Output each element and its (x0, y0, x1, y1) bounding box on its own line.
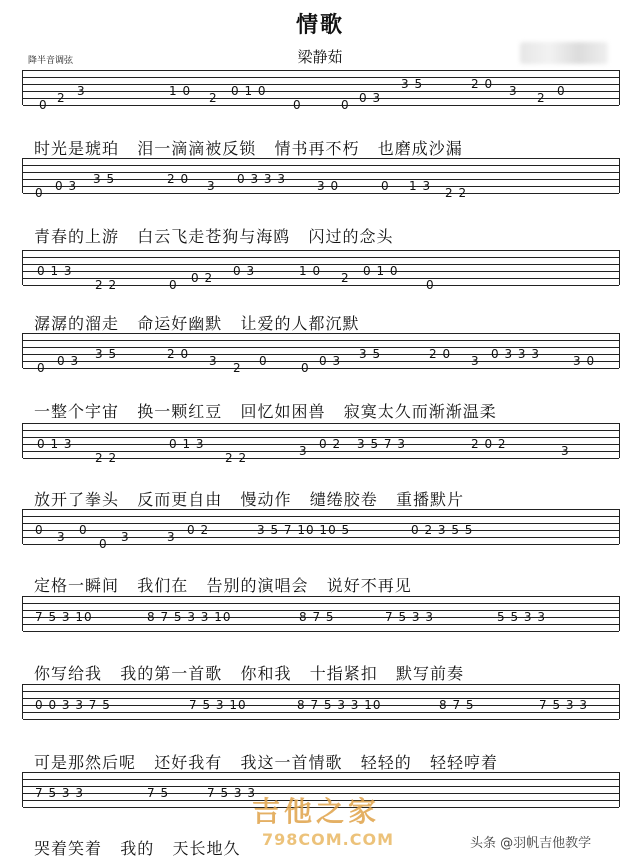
tab-fret-number: 0 (37, 361, 46, 375)
tab-fret-number: 0 3 (57, 354, 80, 368)
tab-fret-number: 2 0 (429, 347, 452, 361)
tab-fret-number: 0 (341, 98, 350, 112)
tab-fret-number: 7 5 3 3 (385, 610, 434, 624)
tab-fret-number: 8 7 5 (299, 610, 335, 624)
tab-fret-number: 8 7 5 3 3 10 (147, 610, 232, 624)
tab-fret-number: 0 3 3 3 (237, 172, 286, 186)
lyric-line: 一整个宇宙 换一颗红豆 回忆如困兽 寂寞太久而渐渐温柔 (34, 402, 497, 421)
string-line (23, 603, 619, 604)
tab-fret-number: 3 (167, 530, 176, 544)
string-line (23, 257, 619, 258)
tab-fret-number: 0 1 3 (37, 437, 73, 451)
tab-staff (22, 70, 620, 112)
tab-fret-number: 0 (39, 98, 48, 112)
tab-fret-number: 0 3 (233, 264, 256, 278)
lyric-line: 哭着笑着 我的 天长地久 (34, 839, 241, 858)
tab-fret-number: 2 (209, 91, 218, 105)
tab-fret-number: 7 5 3 10 (189, 698, 247, 712)
string-line (23, 91, 619, 92)
tab-fret-number: 7 5 3 3 (539, 698, 588, 712)
tab-fret-number: 7 5 3 3 (207, 786, 256, 800)
tab-fret-number: 3 0 (317, 179, 340, 193)
tab-fret-number: 3 5 (401, 77, 424, 91)
tab-fret-number: 0 3 3 3 (491, 347, 540, 361)
string-line (23, 684, 619, 685)
tab-fret-number: 0 (259, 354, 268, 368)
string-line (23, 430, 619, 431)
string-line (23, 423, 619, 424)
string-line (23, 340, 619, 341)
tab-fret-number: 1 0 (299, 264, 322, 278)
tab-fret-number: 7 5 (147, 786, 170, 800)
blurred-logo (520, 42, 608, 64)
tab-fret-number: 2 (537, 91, 546, 105)
string-line (23, 77, 619, 78)
string-line (23, 516, 619, 517)
tab-fret-number: 2 2 (95, 278, 118, 292)
tab-fret-number: 0 1 0 (231, 84, 267, 98)
tab-fret-number: 1 0 (169, 84, 192, 98)
tab-fret-number: 3 (299, 444, 308, 458)
tab-fret-number: 3 5 (93, 172, 116, 186)
string-line (23, 250, 619, 251)
song-title: 情歌 (295, 13, 344, 38)
string-line (23, 368, 619, 369)
tab-fret-number: 3 5 7 10 10 5 (257, 523, 351, 537)
tab-fret-number: 0 (169, 278, 178, 292)
tab-staff (22, 684, 620, 719)
string-line (23, 719, 619, 720)
watermark-logo: 吉他之家 (252, 795, 381, 828)
tab-fret-number: 3 (561, 444, 570, 458)
tab-fret-number: 2 0 (471, 77, 494, 91)
tab-fret-number: 3 5 (95, 347, 118, 361)
string-line (23, 624, 619, 625)
tab-fret-number: 8 7 5 (439, 698, 475, 712)
tab-fret-number: 3 (471, 354, 480, 368)
lyric-line: 可是那然后呢 还好我有 我这一首情歌 轻轻的 轻轻哼着 (34, 753, 499, 772)
tab-fret-number: 0 3 (319, 354, 342, 368)
tab-fret-number: 2 0 2 (471, 437, 507, 451)
tab-fret-number: 5 5 3 3 (497, 610, 546, 624)
string-line (23, 537, 619, 538)
tab-fret-number: 0 (301, 361, 310, 375)
tab-staff (22, 423, 620, 465)
tab-fret-number: 1 3 (409, 179, 432, 193)
lyric-line: 定格一瞬间 我们在 告别的演唱会 说好不再见 (34, 576, 412, 595)
tab-fret-number: 0 0 3 3 7 5 (35, 698, 111, 712)
lyric-line: 青春的上游 白云飞走苍狗与海鸥 闪过的念头 (34, 227, 394, 246)
tab-fret-number: 0 2 (319, 437, 342, 451)
string-line (23, 596, 619, 597)
tab-fret-number: 3 (209, 354, 218, 368)
tab-fret-number: 2 2 (445, 186, 468, 200)
tuning-note: 降半音调弦 (28, 56, 74, 66)
lyric-line: 时光是琥珀 泪一滴滴被反锁 情书再不朽 也磨成沙漏 (34, 139, 463, 158)
string-line (23, 712, 619, 713)
string-line (23, 544, 619, 545)
tab-fret-number: 0 (35, 523, 44, 537)
string-line (23, 631, 619, 632)
tab-fret-number: 0 (557, 84, 566, 98)
string-line (23, 193, 619, 194)
tab-fret-number: 0 3 (55, 179, 78, 193)
tab-fret-number: 3 0 (573, 354, 596, 368)
tab-staff (22, 596, 620, 631)
string-line (23, 779, 619, 780)
tab-fret-number: 0 (99, 537, 108, 551)
tab-fret-number: 2 2 (95, 451, 118, 465)
tab-fret-number: 3 (57, 530, 66, 544)
tab-fret-number: 3 5 (359, 347, 382, 361)
tab-fret-number: 2 (57, 91, 66, 105)
string-line (23, 105, 619, 106)
tab-fret-number: 0 (293, 98, 302, 112)
lyric-line: 潺潺的溜走 命运好幽默 让爱的人都沉默 (34, 314, 360, 333)
string-line (23, 786, 619, 787)
lyric-line: 你写给我 我的第一首歌 你和我 十指紧扣 默写前奏 (34, 664, 465, 683)
tab-fret-number: 2 0 (167, 172, 190, 186)
tab-fret-number: 0 1 3 (37, 264, 73, 278)
tab-fret-number: 8 7 5 3 3 10 (297, 698, 382, 712)
tab-fret-number: 3 (509, 84, 518, 98)
tab-fret-number: 3 5 7 3 (357, 437, 406, 451)
tab-staff (22, 158, 620, 200)
tab-fret-number: 0 2 (191, 271, 214, 285)
tab-staff (22, 509, 620, 551)
watermark-url: 798COM.COM (262, 830, 395, 849)
tab-fret-number: 2 (341, 271, 350, 285)
tab-staff (22, 250, 620, 292)
tab-fret-number: 7 5 3 3 (35, 786, 84, 800)
tab-fret-number: 2 2 (225, 451, 248, 465)
tab-fret-number: 3 (77, 84, 86, 98)
tab-fret-number: 7 5 3 10 (35, 610, 93, 624)
tab-fret-number: 2 0 (167, 347, 190, 361)
tab-fret-number: 3 (121, 530, 130, 544)
tab-fret-number: 0 2 3 5 5 (411, 523, 474, 537)
string-line (23, 98, 619, 99)
tab-fret-number: 0 (35, 186, 44, 200)
tab-fret-number: 2 (233, 361, 242, 375)
tab-fret-number: 0 (79, 523, 88, 537)
tab-fret-number: 0 2 (187, 523, 210, 537)
string-line (23, 691, 619, 692)
lyric-line: 放开了拳头 反而更自由 慢动作 缱绻胶卷 重播默片 (34, 490, 465, 509)
tab-fret-number: 0 3 (359, 91, 382, 105)
source-credit: 头条 @羽帆吉他教学 (470, 836, 592, 851)
tab-fret-number: 3 (207, 179, 216, 193)
tab-fret-number: 0 (381, 179, 390, 193)
tab-fret-number: 0 1 3 (169, 437, 205, 451)
string-line (23, 84, 619, 85)
tab-fret-number: 0 1 0 (363, 264, 399, 278)
tab-staff (22, 333, 620, 375)
string-line (23, 70, 619, 71)
string-line (23, 165, 619, 166)
artist-name: 梁静茹 (297, 48, 343, 66)
tab-fret-number: 0 (426, 278, 435, 292)
